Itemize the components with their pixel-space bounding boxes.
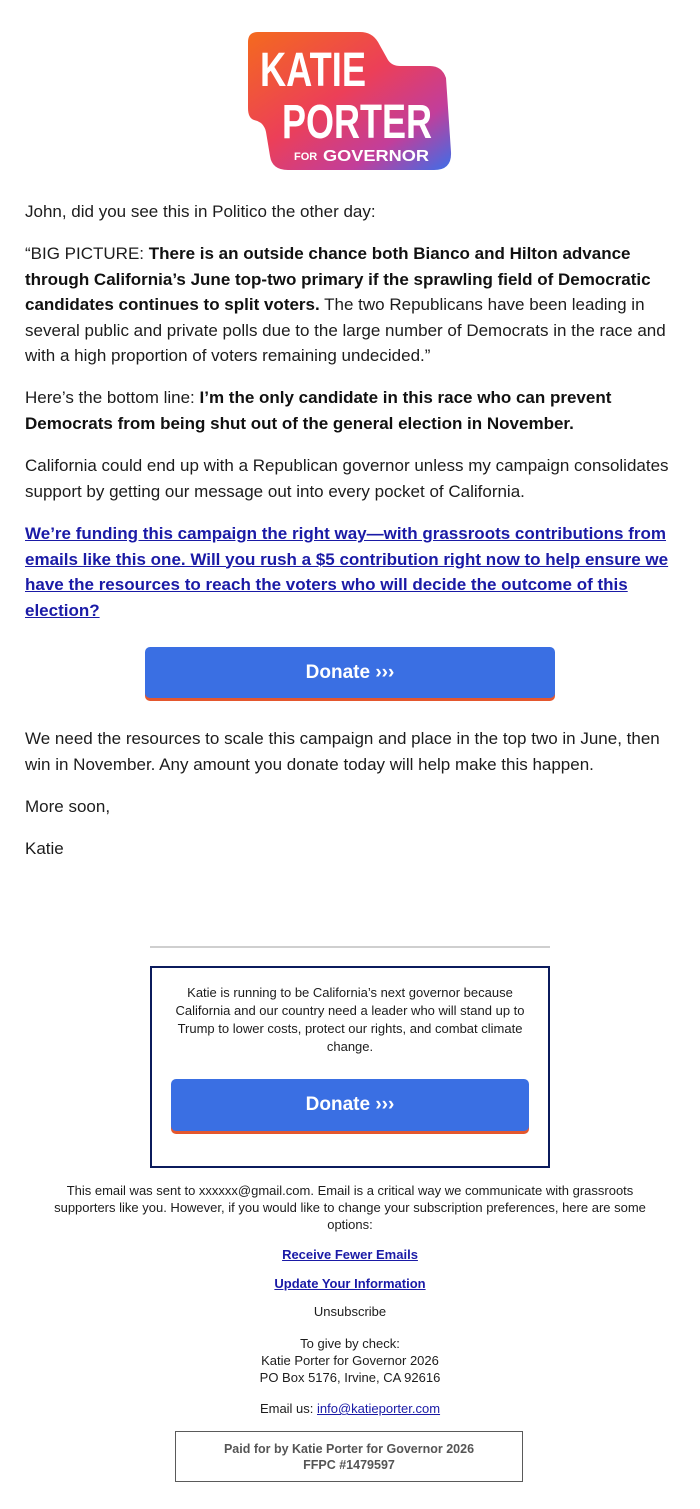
cta-paragraph [25, 521, 675, 623]
signoff: More soon, [25, 797, 111, 816]
unsubscribe-link[interactable]: Unsubscribe [313, 1304, 387, 1319]
email-link[interactable]: info@katieporter.com [317, 1401, 441, 1416]
consolidate-paragraph: California could end up with a Republican governor unless my campaign consolidates support by getting our message out into every pocket of California. [25, 456, 669, 501]
quote-bold: There is an outside chance both Bianco and Hilton advance through California’s June top-two primary if the sprawling field of Democratic candidates continues to split voters. [25, 244, 651, 314]
ffpc-number: FFPC #1479597 [303, 1458, 395, 1472]
logo-text-for: FOR [294, 151, 318, 163]
contribution-link[interactable]: We’re funding this campaign the right way—with grassroots contributions from emails like this one. Will you rush a $5 contribution right now to help ensure we have the resources to reach the voters who will decide the outcome of this election? [25, 524, 669, 620]
donate-button[interactable]: Donate ››› [145, 647, 555, 698]
bottom-line-bold: I’m the only candidate in this race who can prevent Democrats from being shut out of the general election in November. [25, 388, 612, 433]
campaign-logo [248, 32, 452, 170]
update-info-row [50, 1275, 650, 1292]
logo-text-governor: GOVERNOR [323, 148, 430, 165]
intro-paragraph: John, did you see this in Politico the other day: [25, 202, 376, 221]
check-address [50, 1335, 650, 1386]
paid-for-disclaimer [175, 1431, 523, 1482]
receive-fewer-row [50, 1246, 650, 1263]
logo-text-porter: PORTER [282, 96, 432, 149]
check-name: Katie Porter for Governor 2026 [261, 1353, 439, 1368]
resources-paragraph: We need the resources to scale this campaign and place in the top two in June, then win in November. Any amount you donate today will help make this happen. [25, 729, 660, 774]
signature: Katie [25, 839, 64, 858]
quote-paragraph [25, 241, 675, 369]
footer-box-text: Katie is running to be California’s next governor because California and our country need a leader who will stand up to Trump to lower costs, protect our rights, and combat climate change. [175, 985, 525, 1054]
bottom-line-prefix: Here’s the bottom line: [25, 388, 200, 407]
email-us-row [50, 1400, 650, 1417]
quote-prefix: “BIG PICTURE: [25, 244, 149, 263]
logo-text-katie: KATIE [260, 44, 366, 97]
email-us-label: Email us: [259, 1401, 318, 1416]
check-heading: To give by check: [300, 1336, 400, 1351]
footer-divider [150, 946, 550, 948]
paid-for-text: Paid for by Katie Porter for Governor 2026 [223, 1442, 475, 1456]
unsubscribe-row [50, 1303, 650, 1320]
footer-donate-button[interactable]: Donate ››› [171, 1079, 529, 1131]
check-street: PO Box 5176, Irvine, CA 92616 [259, 1370, 441, 1385]
update-information-link[interactable]: Update Your Information [274, 1276, 426, 1291]
bottom-line-paragraph [25, 385, 675, 436]
sent-notice: This email was sent to xxxxxx@gmail.com. Email is a critical way we communicate with grassroots supporters like you. However, if you would like to change your subscription preferences, here are some options: [54, 1183, 646, 1232]
quote-rest: The two Republicans have been leading in several public and private polls due to the large number of Democrats in the race and with a high proportion of voters remaining undecided.” [25, 295, 666, 365]
receive-fewer-emails-link[interactable]: Receive Fewer Emails [282, 1247, 418, 1262]
